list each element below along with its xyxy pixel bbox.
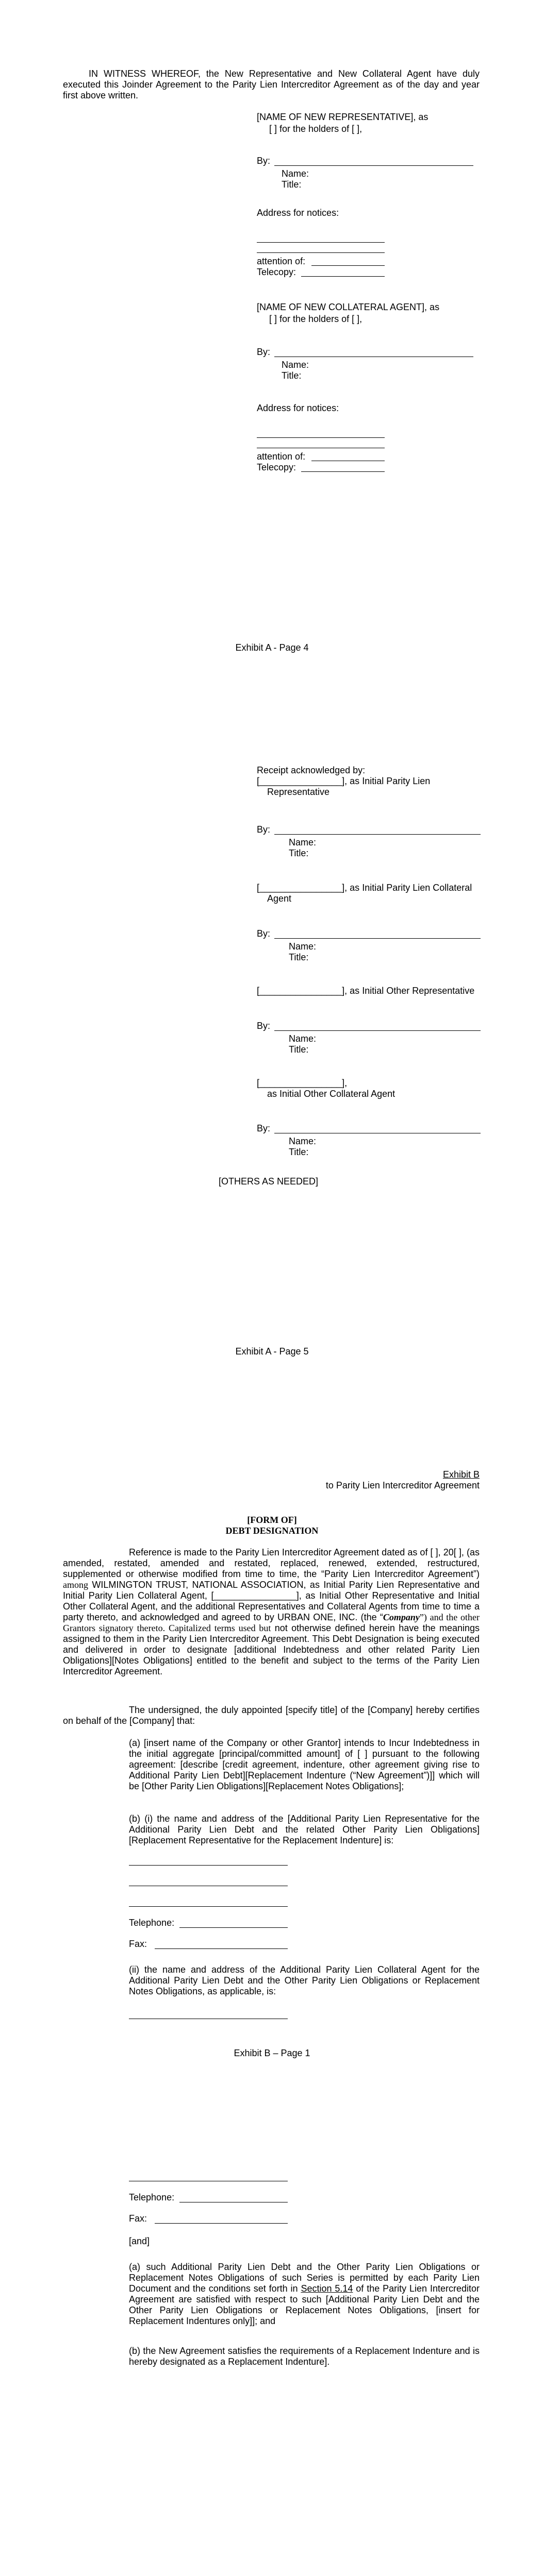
rep-address-line-1 xyxy=(257,242,385,243)
initial-other-rep-by-label: By: xyxy=(257,1021,271,1031)
initial-other-col-line-1: [________________], xyxy=(257,1078,348,1088)
initial-other-rep-signature-line xyxy=(274,1030,481,1031)
initial-col-title-label: Title: xyxy=(289,952,309,962)
col-telecopy-line xyxy=(301,471,385,472)
rep-signature-line xyxy=(274,165,473,166)
telephone-line xyxy=(179,1927,288,1928)
col-address-line-1 xyxy=(257,437,385,438)
page-footer: Exhibit A - Page 5 xyxy=(235,1346,309,1357)
col-title-label: Title: xyxy=(282,370,302,381)
rep-attention-label: attention of: xyxy=(257,256,306,266)
exhibit-b-title: Exhibit B xyxy=(442,1469,480,1480)
initial-col-name-label: Name: xyxy=(289,941,317,952)
initial-col-line-2: Agent xyxy=(267,893,292,904)
rep-name-label: Name: xyxy=(282,168,309,179)
reference-paragraph: Reference is made to the Parity Lien Intercreditor Agreement dated as of [ ], 20[ ], (as amended, restated, amended and restated, replaced, renewed, extended, restructured, supplemented or otherwise modified from time to time, the “Parity Lien Intercreditor Agreement”) among WILMINGTON TRUST, NATIONAL ASSOCIATION, as Initial Parity Lien Representative and Initial Parity Lien Collateral Agent, [________________], as Initial Other Representative and Initial Other Collateral Agent, and the additional Representatives and Collateral Agents from time to time a party thereto, and acknowledged and agreed to by URBAN ONE, INC. (the “Company”) and the other Grantors signatory thereto. Capitalized terms used but not otherwise defined herein have the meanings assigned to them in the Parity Lien Intercreditor Agreement. This Debt Designation is being executed and delivered in order to designate [additional Indebtedness and other related Parity Lien Obligations][Notes Obligations] entitled to the benefit and subject to the terms of the Parity Lien Intercreditor Agreement. xyxy=(63,1547,480,1676)
rep-address-line-1 xyxy=(129,1865,288,1866)
witness-paragraph: IN WITNESS WHEREOF, the New Representative and New Collateral Agent have duly executed this Joinder Agreement to the Parity Lien Intercreditor Agreement as of the day and year first above written. xyxy=(63,69,480,100)
page-footer: Exhibit A - Page 4 xyxy=(235,642,309,653)
new-collateral-agent-name: [NAME OF NEW COLLATERAL AGENT], as xyxy=(257,302,440,312)
col-telecopy-label: Telecopy: xyxy=(257,462,296,472)
rep-telecopy-line xyxy=(301,276,385,277)
telephone-label: Telephone: xyxy=(129,1918,175,1928)
new-representative-holders: [ ] for the holders of [ ], xyxy=(269,124,362,134)
fax-label: Fax: xyxy=(129,2213,147,2224)
and-label: [and] xyxy=(129,2236,150,2246)
fax-line xyxy=(155,2223,288,2224)
item-b-paragraph: (b) (i) the name and address of the [Additional Parity Lien Representative for the Additional Parity Lien Debt and the related Other Parity Lien Obligations][Replacement Representative for the Replacement Indenture] is: xyxy=(129,1814,480,1845)
rep-by-label: By: xyxy=(257,156,271,166)
initial-rep-signature-line xyxy=(274,834,481,835)
initial-col-by-label: By: xyxy=(257,928,271,939)
initial-other-col-name-label: Name: xyxy=(289,1136,317,1146)
rep-title-label: Title: xyxy=(282,179,302,190)
new-representative-name: [NAME OF NEW REPRESENTATIVE], as xyxy=(257,112,428,122)
item-a-paragraph: (a) such Additional Parity Lien Debt and the Other Parity Lien Obligations or Replacement Notes Obligations of such Series is permitted by each Parity Lien Document and the conditions set forth in Section 5.14 of the Parity Lien Intercreditor Agreement are satisfied with respect to such [Additional Parity Lien Debt and the Other Parity Lien Obligations or Replacement Notes Obligations, [insert for Replacement Indentures only]]; and xyxy=(129,2262,480,2326)
certification-paragraph: The undersigned, the duly appointed [specify title] of the [Company] hereby certifies on behalf of the [Company] that: xyxy=(63,1705,480,1726)
others-as-needed: [OTHERS AS NEEDED] xyxy=(219,1176,319,1187)
col-name-label: Name: xyxy=(282,360,309,370)
initial-rep-line-2: Representative xyxy=(267,787,330,797)
rep-address-line-2 xyxy=(257,252,385,253)
telephone-label: Telephone: xyxy=(129,2192,175,2202)
initial-rep-by-label: By: xyxy=(257,824,271,835)
initial-rep-line-1: [________________], as Initial Parity Lien xyxy=(257,776,431,786)
col-attention-label: attention of: xyxy=(257,451,306,462)
item-b-paragraph: (b) the New Agreement satisfies the requirements of a Replacement Indenture and is hereby designated as a Replacement Indenture]. xyxy=(129,2346,480,2367)
initial-rep-title-label: Title: xyxy=(289,848,309,858)
item-b-ii-paragraph: (ii) the name and address of the Additional Parity Lien Collateral Agent for the Additional Parity Lien Debt and the Other Parity Lien Obligations or Replacement Notes Obligations, as applicable, is: xyxy=(129,1964,480,1996)
rep-address-line-3 xyxy=(129,1906,288,1907)
rep-telecopy-label: Telecopy: xyxy=(257,267,296,277)
page-footer: Exhibit B – Page 1 xyxy=(234,2048,310,2058)
receipt-acknowledged: Receipt acknowledged by: xyxy=(257,765,366,775)
item-a-paragraph: (a) [insert name of the Company or other Grantor] intends to Incur Indebtedness in the initial aggregate [principal/committed amount] of [ ] pursuant to the following agreement: [describe [credit agreement, indenture, other agreement giving rise to Additional Parity Lien Debt][Replacement Indenture (“New Agreement”)]] which will be [Other Parity Lien Obligations][Replacement Notes Obligations]; xyxy=(129,1738,480,1791)
initial-other-col-title-label: Title: xyxy=(289,1147,309,1157)
fax-line xyxy=(155,1948,288,1949)
rep-attention-line xyxy=(311,265,385,266)
document-heading: DEBT DESIGNATION xyxy=(225,1526,319,1536)
rep-address-label: Address for notices: xyxy=(257,208,339,218)
col-by-label: By: xyxy=(257,347,271,357)
initial-col-signature-line xyxy=(274,938,481,939)
initial-col-line-1: [________________], as Initial Parity Lien Collateral xyxy=(257,883,472,893)
new-collateral-agent-holders: [ ] for the holders of [ ], xyxy=(269,314,362,324)
form-of-label: [FORM OF] xyxy=(247,1515,297,1525)
initial-other-col-line-2: as Initial Other Collateral Agent xyxy=(267,1089,395,1099)
fax-label: Fax: xyxy=(129,1939,147,1949)
col-address-label: Address for notices: xyxy=(257,403,339,413)
initial-other-rep-title-label: Title: xyxy=(289,1044,309,1055)
initial-other-rep-name-label: Name: xyxy=(289,1033,317,1044)
initial-rep-name-label: Name: xyxy=(289,837,317,848)
initial-other-rep-line: [________________], as Initial Other Representative xyxy=(257,986,475,996)
initial-other-col-by-label: By: xyxy=(257,1123,271,1133)
exhibit-b-subtitle: to Parity Lien Intercreditor Agreement xyxy=(325,1480,480,1490)
